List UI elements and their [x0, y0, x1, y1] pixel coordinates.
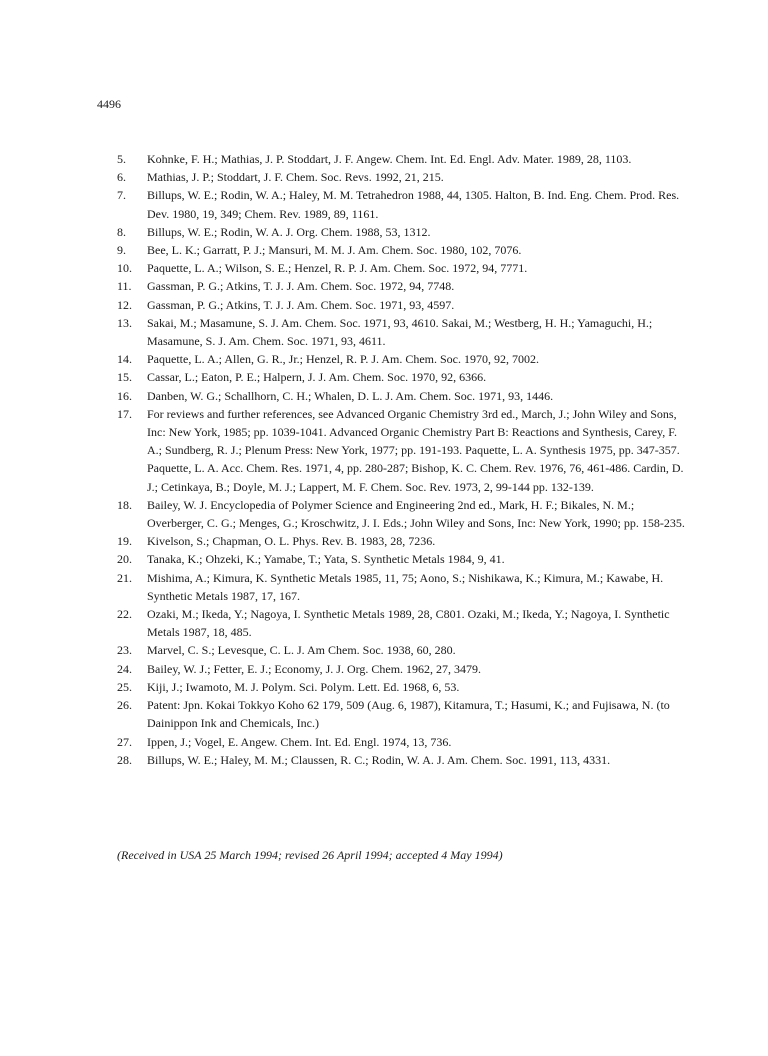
reference-number: 15.: [117, 370, 132, 385]
reference-item: [117, 259, 687, 277]
reference-item: [117, 277, 687, 295]
reference-item: [117, 696, 687, 732]
reference-item: [117, 405, 687, 496]
reference-item: [117, 733, 687, 751]
received-dates-note: (Received in USA 25 March 1994; revised 26 April 1994; accepted 4 May 1994): [117, 848, 503, 862]
reference-item: [117, 314, 687, 350]
page-number: 4496: [97, 97, 121, 111]
reference-text: Tanaka, K.; Ohzeki, K.; Yamabe, T.; Yata, S. Synthetic Metals 1984, 9, 41.: [147, 552, 505, 567]
reference-number: 14.: [117, 352, 132, 367]
reference-number: 9.: [117, 243, 126, 258]
reference-number: 13.: [117, 315, 132, 330]
reference-text: Kivelson, S.; Chapman, O. L. Phys. Rev. B. 1983, 28, 7236.: [147, 534, 436, 549]
reference-text: Patent: Jpn. Kokai Tokkyo Koho 62 179, 509 (Aug. 6, 1987), Kitamura, T.; Hasumi, K.; and Fujisawa, N. (to Dainippon Ink and Chemicals, Inc.): [147, 698, 670, 731]
reference-item: [117, 496, 687, 532]
reference-item: [117, 605, 687, 641]
reference-text: Gassman, P. G.; Atkins, T. J. J. Am. Chem. Soc. 1972, 94, 7748.: [147, 279, 455, 294]
reference-number: 22.: [117, 607, 132, 622]
reference-number: 19.: [117, 534, 132, 549]
reference-item: [117, 751, 687, 769]
reference-text: Danben, W. G.; Schallhorn, C. H.; Whalen, D. L. J. Am. Chem. Soc. 1971, 93, 1446.: [147, 388, 554, 403]
reference-item: [117, 678, 687, 696]
reference-number: 5.: [117, 152, 126, 166]
reference-item: [117, 168, 687, 186]
reference-number: 12.: [117, 297, 132, 312]
reference-text: Cassar, L.; Eaton, P. E.; Halpern, J. J. Am. Chem. Soc. 1970, 92, 6366.: [147, 370, 487, 385]
reference-text: Billups, W. E.; Rodin, W. A. J. Org. Chem. 1988, 53, 1312.: [147, 224, 431, 239]
reference-text: Kiji, J.; Iwamoto, M. J. Polym. Sci. Polym. Lett. Ed. 1968, 6, 53.: [147, 679, 460, 694]
reference-item: [117, 368, 687, 386]
reference-text: Bailey, W. J.; Fetter, E. J.; Economy, J. J. Org. Chem. 1962, 27, 3479.: [147, 661, 482, 676]
reference-text: Bee, L. K.; Garratt, P. J.; Mansuri, M. M. J. Am. Chem. Soc. 1980, 102, 7076.: [147, 243, 522, 258]
reference-number: 11.: [117, 279, 132, 294]
reference-number: 23.: [117, 643, 132, 658]
reference-item: [117, 387, 687, 405]
reference-number: 8.: [117, 224, 126, 239]
reference-text: Billups, W. E.; Haley, M. M.; Claussen, R. C.; Rodin, W. A. J. Am. Chem. Soc. 1991, 113, 4331.: [147, 752, 611, 767]
reference-text: Bailey, W. J. Encyclopedia of Polymer Science and Engineering 2nd ed., Mark, H. F.; Bikales, N. M.; Overberger, C. G.; Menges, G.; Kroschwitz, J. I. Eds.; John Wiley and Sons, Inc: New York, 1990; pp. 158-235.: [147, 497, 685, 531]
reference-item: [117, 550, 687, 568]
reference-number: 16.: [117, 388, 132, 403]
reference-list: [117, 150, 687, 769]
reference-number: 25.: [117, 679, 132, 694]
reference-item: [117, 660, 687, 678]
reference-item: [117, 186, 687, 222]
reference-text: Billups, W. E.; Rodin, W. A.; Haley, M. M. Tetrahedron 1988, 44, 1305. Halton, B. Ind. Eng. Chem. Prod. Res. Dev. 1980, 19, 349; Chem. Rev. 1989, 89, 1161.: [147, 188, 680, 221]
reference-number: 27.: [117, 734, 132, 749]
reference-number: 6.: [117, 170, 126, 185]
reference-number: 10.: [117, 261, 132, 276]
reference-number: 26.: [117, 698, 132, 713]
reference-text: Sakai, M.; Masamune, S. J. Am. Chem. Soc. 1971, 93, 4610. Sakai, M.; Westberg, H. H.; Yamaguchi, H.; Masamune, S. J. Am. Chem. Soc. 1971, 93, 4611.: [147, 315, 653, 349]
reference-item: [117, 296, 687, 314]
reference-item: [117, 241, 687, 259]
reference-text: Ozaki, M.; Ikeda, Y.; Nagoya, I. Synthetic Metals 1989, 28, C801. Ozaki, M.; Ikeda, Y.; Nagoya, I. Synthetic Metals 1987, 18, 485.: [147, 607, 670, 640]
reference-number: 24.: [117, 661, 132, 676]
reference-number: 28.: [117, 752, 132, 767]
reference-text: Gassman, P. G.; Atkins, T. J. J. Am. Chem. Soc. 1971, 93, 4597.: [147, 297, 455, 312]
reference-number: 20.: [117, 552, 132, 567]
reference-number: 7.: [117, 188, 126, 203]
reference-number: 21.: [117, 570, 132, 585]
reference-text: Mathias, J. P.; Stoddart, J. F. Chem. Soc. Revs. 1992, 21, 215.: [147, 170, 444, 185]
reference-number: 17.: [117, 406, 132, 421]
reference-text: Mishima, A.; Kimura, K. Synthetic Metals 1985, 11, 75; Aono, S.; Nishikawa, K.; Kimura, M.; Kawabe, H. Synthetic Metals 1987, 17, 167.: [147, 570, 664, 603]
reference-text: For reviews and further references, see Advanced Organic Chemistry 3rd ed., March, J.; John Wiley and Sons, Inc: New York, 1985; pp. 1039-1041. Advanced Organic Chemistry Part B: Reactions and Synthesis, Carey, F. A.; Sundberg, R. J.; Plenum Press: New York, 1977; pp. 191-193. Paquette, L. A. Synthesis 1975, pp. 347-357. Paquette, L. A. Acc. Chem. Res. 1971, 4, pp. 280-287; Bishop, K. C. Chem. Rev. 1976, 76, 461-486. Cardin, D. J.; Cetinkaya, B.; Doyle, M. J.; Lappert, M. F. Chem. Soc. Rev. 1973, 2, 99-144 pp. 132-139.: [147, 406, 684, 494]
reference-text: Paquette, L. A.; Wilson, S. E.; Henzel, R. P. J. Am. Chem. Soc. 1972, 94, 7771.: [147, 261, 528, 276]
reference-item: [117, 350, 687, 368]
reference-number: 18.: [117, 497, 132, 512]
reference-item: [117, 641, 687, 659]
reference-text: Paquette, L. A.; Allen, G. R., Jr.; Henzel, R. P. J. Am. Chem. Soc. 1970, 92, 7002.: [147, 352, 539, 367]
reference-item: [117, 532, 687, 550]
reference-item: [117, 223, 687, 241]
reference-text: Kohnke, F. H.; Mathias, J. P. Stoddart, J. F. Angew. Chem. Int. Ed. Engl. Adv. Mater. 1989, 28, 1103.: [147, 152, 632, 166]
reference-item: [117, 150, 687, 168]
reference-text: Marvel, C. S.; Levesque, C. L. J. Am Chem. Soc. 1938, 60, 280.: [147, 643, 456, 658]
reference-item: [117, 569, 687, 605]
reference-text: Ippen, J.; Vogel, E. Angew. Chem. Int. Ed. Engl. 1974, 13, 736.: [147, 734, 452, 749]
